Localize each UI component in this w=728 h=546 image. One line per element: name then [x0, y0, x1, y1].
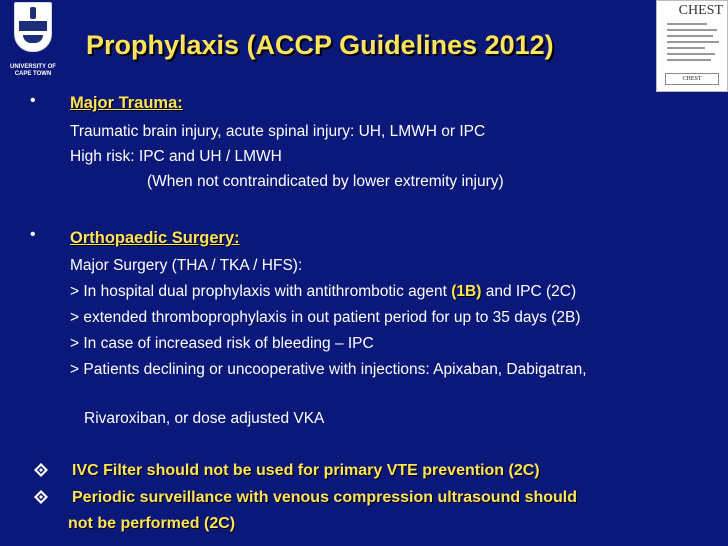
recommendation-surveillance-cont: not be performed (2C) — [68, 515, 236, 532]
heading-major-trauma: Major Trauma: — [70, 94, 183, 112]
text-segment: > In hospital dual prophylaxis with antithrombotic agent — [70, 283, 452, 300]
bullet-icon: • — [30, 226, 36, 243]
text-line-dual-prophylaxis — [70, 283, 576, 301]
text-line: High risk: IPC and UH / LMWH — [70, 148, 282, 165]
recommendation-ivc-filter: IVC Filter should not be used for primary VTE prevention (2C) — [72, 462, 540, 479]
diamond-bullet-icon — [34, 463, 48, 477]
university-name: UNIVERSITY OF CAPE TOWN — [10, 64, 56, 77]
text-line: > Patients declining or uncooperative with injections: Apixaban, Dabigatran, — [70, 361, 587, 378]
journal-cover-thumbnail — [656, 0, 728, 92]
grade-highlight: (1B) — [451, 283, 482, 300]
bullet-icon: • — [30, 92, 36, 109]
slide-title: Prophylaxis (ACCP Guidelines 2012) — [86, 30, 554, 60]
text-line: Rivaroxiban, or dose adjusted VKA — [84, 410, 325, 427]
text-line: (When not contraindicated by lower extremity injury) — [147, 173, 504, 190]
journal-name: CHEST — [678, 3, 723, 18]
text-line: Traumatic brain injury, acute spinal injury: UH, LMWH or IPC — [70, 123, 486, 140]
text-line: > In case of increased risk of bleeding – IPC — [70, 335, 374, 352]
text-segment: and IPC (2C) — [481, 283, 577, 300]
text-line: Major Surgery (THA / TKA / HFS): — [70, 257, 303, 274]
text-line: > extended thromboprophylaxis in out patient period for up to 35 days (2B) — [70, 309, 581, 326]
heading-orthopaedic-surgery: Orthopaedic Surgery: — [70, 229, 240, 247]
diamond-bullet-icon — [34, 490, 48, 504]
journal-footer: CHEST — [665, 73, 719, 85]
university-logo — [2, 0, 64, 90]
crest-icon — [14, 2, 52, 52]
recommendation-surveillance: Periodic surveillance with venous compression ultrasound should — [72, 489, 577, 506]
